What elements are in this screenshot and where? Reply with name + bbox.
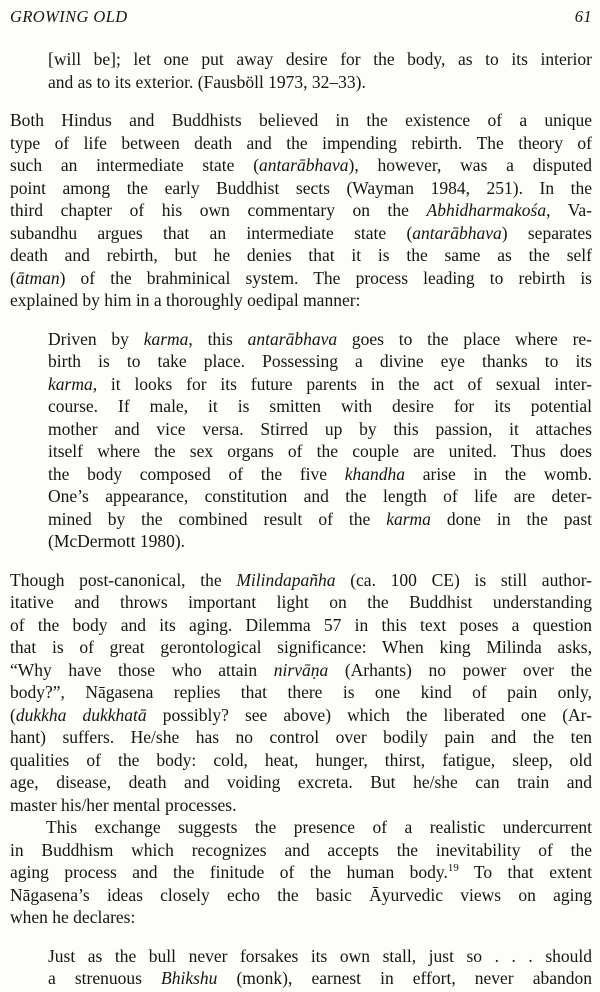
text-run: and as to its exterior. (Fausböll 1973, 32–33). <box>48 71 366 92</box>
italic-term: antarābhava <box>412 222 502 243</box>
text-run: point among the early Buddhist sects (Wayman 1984, 251). In the <box>10 177 592 198</box>
text-run: death and rebirth, but he denies that it is the same as the self <box>10 245 592 265</box>
text-line <box>10 177 592 200</box>
text-run: age, disease, death and voiding excreta. But he/she can train and <box>10 772 592 792</box>
footnote-marker: 19 <box>447 862 459 875</box>
text-run: Driven by <box>48 328 144 349</box>
text-line <box>10 222 592 245</box>
text-run: arise in the womb. <box>405 463 592 484</box>
text-line <box>48 48 592 71</box>
text-run: mother and vice versa. Stirred up by this passion, it attaches <box>48 418 592 439</box>
text-run: that is of great gerontological significance: When king Milinda asks, <box>10 637 592 657</box>
text-run: (ca. 100 CE) is still author- <box>335 569 592 590</box>
text-run: ) separates <box>501 222 592 243</box>
text-run: ( <box>10 267 16 288</box>
text-line <box>10 591 592 614</box>
text-run: (Arhants) no power over the <box>328 659 592 680</box>
text-line <box>10 132 592 155</box>
paragraph <box>10 816 592 929</box>
text-line <box>10 636 592 659</box>
paragraph <box>10 569 592 817</box>
text-run: body?”, Nāgasena replies that there is one kind of pain only, <box>10 682 592 702</box>
text-line <box>48 395 592 418</box>
text-run: , it looks for its future parents in the act of sexual inter- <box>92 373 592 394</box>
text-run: ), however, was a disputed <box>348 155 592 175</box>
text-run: in Buddhism which recognizes and accepts the inevitability of the <box>10 839 592 860</box>
text-line <box>10 659 592 682</box>
text-run: Just as the bull never forsakes its own stall, just so . . . should <box>48 945 592 966</box>
page-number: 61 <box>574 7 592 26</box>
text-line <box>48 328 592 351</box>
text-line <box>10 681 592 704</box>
text-run: itself where the sex organs of the couple are united. Thus does <box>48 441 592 461</box>
text-line <box>48 945 592 968</box>
italic-term: antarābhava <box>247 328 338 349</box>
text-line <box>10 109 592 132</box>
text-line <box>48 508 592 531</box>
text-run: aging process and the finitude of the human body. <box>10 862 448 882</box>
text-line <box>10 704 592 727</box>
text-line <box>10 199 592 222</box>
text-line <box>48 530 592 553</box>
text-run: (McDermott 1980). <box>48 531 186 551</box>
text-run: This exchange suggests the presence of a realistic undercurrent <box>46 817 592 837</box>
text-run: possibly? see above) which the liberated one (Ar- <box>146 704 592 725</box>
text-line <box>10 749 592 772</box>
text-run: , this <box>188 328 248 349</box>
text-run: type of life between death and the impending rebirth. The theory of <box>10 132 592 153</box>
italic-term: dukkha dukkhatā <box>15 704 147 725</box>
text-run: hant) suffers. He/she has no control over bodily pain and the ten <box>10 727 592 747</box>
text-line <box>10 726 592 749</box>
text-line <box>10 614 592 637</box>
text-run: mined by the combined result of the <box>48 508 387 529</box>
text-line <box>48 71 592 94</box>
text-line <box>10 569 592 592</box>
text-line <box>10 839 592 862</box>
text-line <box>10 906 592 929</box>
text-line <box>48 440 592 463</box>
italic-term: karma <box>386 508 431 529</box>
text-run: qualities of the body: cold, heat, hunger, thirst, fatigue, sleep, old <box>10 749 592 770</box>
text-run: subandhu argues that an intermediate state ( <box>10 222 413 243</box>
text-line <box>10 794 592 817</box>
text-run: (monk), earnest in effort, never abandon <box>217 968 592 988</box>
block-quote <box>48 945 592 990</box>
italic-term: karma <box>143 328 189 349</box>
text-run: Though post-canonical, the <box>10 569 237 590</box>
text-line <box>48 350 592 373</box>
running-header <box>10 6 592 28</box>
text-line <box>48 967 592 990</box>
text-run: of the body and its aging. Dilemma 57 in this text poses a question <box>10 614 592 635</box>
text-line <box>10 154 592 177</box>
text-run: Both Hindus and Buddhists believed in the existence of a unique <box>10 110 592 130</box>
text-run: third chapter of his own commentary on the <box>10 200 427 220</box>
text-run: goes to the place where re- <box>337 328 592 349</box>
italic-term: antarābhava <box>259 155 349 175</box>
running-header-title: GROWING OLD <box>10 7 128 26</box>
text-run: [will be]; let one put away desire for the body, as to its interior <box>48 49 592 69</box>
text-line <box>10 289 592 312</box>
italic-term: khandha <box>344 463 406 484</box>
text-run: , Va- <box>546 200 592 220</box>
text-run: birth is to take place. Possessing a divine eye thanks to its <box>48 351 592 371</box>
italic-term: karma <box>48 373 93 394</box>
text-line <box>48 463 592 486</box>
text-run: itative and throws important light on the Buddhist understanding <box>10 592 592 612</box>
text-line <box>10 267 592 290</box>
italic-term: ātman <box>15 267 60 288</box>
text-run: ( <box>10 704 16 725</box>
text-run: such an intermediate state ( <box>10 155 260 175</box>
text-line <box>10 244 592 267</box>
text-line <box>48 373 592 396</box>
text-run: a strenuous <box>48 968 162 988</box>
text-run: ) of the brahminical system. The process leading to rebirth is <box>59 267 592 288</box>
paragraph <box>10 109 592 312</box>
page-body <box>10 48 592 990</box>
text-line <box>10 816 592 839</box>
text-run: explained by him in a thoroughly oedipal manner: <box>10 290 361 310</box>
text-run: Nāgasena’s ideas closely echo the basic Āyurvedic views on aging <box>10 884 592 905</box>
text-line <box>10 771 592 794</box>
text-run: when he declares: <box>10 907 136 927</box>
text-line <box>48 485 592 508</box>
text-run: “Why have those who attain <box>10 659 274 680</box>
text-run: To that extent <box>458 862 592 882</box>
text-run: master his/her mental processes. <box>10 794 237 815</box>
italic-term: Abhidharmakośa <box>426 200 547 220</box>
text-line <box>10 861 592 884</box>
italic-term: Milindapañha <box>236 569 336 590</box>
italic-term: Bhikshu <box>161 968 218 988</box>
text-line <box>10 884 592 907</box>
block-quote <box>48 48 592 93</box>
block-quote <box>48 328 592 553</box>
italic-term: nirvāṇa <box>273 659 329 680</box>
text-line <box>48 418 592 441</box>
text-run: One’s appearance, constitution and the length of life are deter- <box>48 486 592 506</box>
text-run: the body composed of the five <box>48 463 345 484</box>
text-run: course. If male, it is smitten with desire for its potential <box>48 396 592 416</box>
text-run: done in the past <box>430 508 592 529</box>
